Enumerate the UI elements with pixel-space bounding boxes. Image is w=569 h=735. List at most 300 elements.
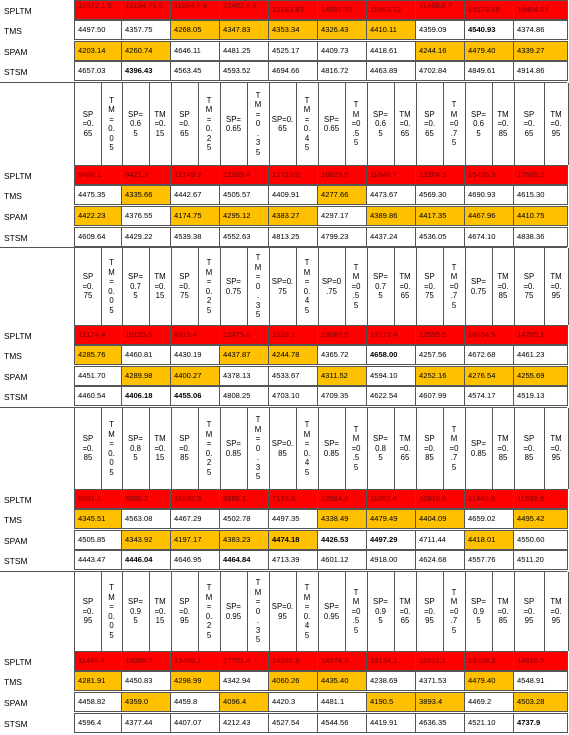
row-spltm xyxy=(0,489,567,509)
parameter-label: SP= 0.85 xyxy=(323,439,340,458)
value-cell: 4257.56 xyxy=(415,345,465,365)
parameter-label: TM =0. 95 xyxy=(550,272,562,301)
value-cell: 4244.78 xyxy=(268,345,318,365)
value-cell: 4281.91 xyxy=(74,671,122,691)
parameter-label: SP=0 .75 xyxy=(321,277,342,296)
value-cell: 4326.43 xyxy=(317,20,367,40)
row-label: SPLTM xyxy=(4,171,32,181)
value-cell: 4311.52 xyxy=(317,366,367,386)
parameter-label: SP =0. 85 xyxy=(178,434,191,463)
value-cell: 4569.30 xyxy=(415,185,465,205)
value-cell: 11440.9 xyxy=(464,489,514,509)
row-label: TMS xyxy=(4,515,22,525)
value-cell: 17685.0 xyxy=(513,165,568,185)
value-cell: 13273.4 xyxy=(366,325,416,345)
value-cell: 1529.1 xyxy=(268,325,318,345)
value-cell: 4540.93 xyxy=(464,20,514,40)
value-cell: 4255.69 xyxy=(513,366,568,386)
parameter-label: SP =0. 75 xyxy=(82,272,94,301)
row-label: STSM xyxy=(4,392,28,402)
row-label: STSM xyxy=(4,719,28,729)
header-spacer xyxy=(0,571,74,651)
value-cell: 4429.22 xyxy=(121,227,171,247)
parameter-label: T M =0 .7 5 xyxy=(449,262,459,310)
value-cell: 4450.83 xyxy=(121,671,171,691)
value-cell: 4406.18 xyxy=(121,386,171,406)
value-cell: 4238.69 xyxy=(366,671,416,691)
value-cell: 4461.23 xyxy=(513,345,568,365)
value-cell: 4838.36 xyxy=(513,227,568,247)
value-cell: 9591.1 xyxy=(74,489,122,509)
value-cell: 4609.64 xyxy=(74,227,122,247)
parameter-label: SP= 0.75 xyxy=(225,277,242,296)
parameter-label: TM =0. 15 xyxy=(154,109,166,138)
value-cell: 4533.67 xyxy=(268,366,318,386)
row-stsm xyxy=(0,227,567,247)
parameter-label: TM =0. 15 xyxy=(154,272,166,301)
header-spacer xyxy=(0,407,74,489)
value-cell: 4383.23 xyxy=(219,530,269,550)
parameter-label: T M =0 .7 5 xyxy=(449,100,459,148)
parameter-label: T M = 0. 0 5 xyxy=(108,95,115,152)
row-label: SPAM xyxy=(4,536,28,546)
value-cell: 4709.35 xyxy=(317,386,367,406)
value-cell: 4260.74 xyxy=(121,41,171,61)
header-spacer xyxy=(0,247,74,325)
value-cell: 12713.0 xyxy=(268,165,318,185)
parameter-label: T M = 0 . 3 5 xyxy=(254,90,262,157)
value-cell: 4544.56 xyxy=(317,713,367,733)
value-cell: 8421.3 xyxy=(121,165,171,185)
value-cell: 12402.6 8 xyxy=(219,0,269,20)
parameter-label: SP= 0.8 5 xyxy=(373,434,388,463)
value-cell: 9896.1 xyxy=(219,489,269,509)
value-cell: 4409.91 xyxy=(268,185,318,205)
value-cell: 4422.23 xyxy=(74,206,122,226)
parameter-label: SP=0. 65 xyxy=(271,114,294,133)
parameter-label: SP =0. 85 xyxy=(523,434,535,463)
value-cell: 10194.71 5 xyxy=(121,0,171,20)
row-spam xyxy=(0,530,567,550)
value-cell: 4442.67 xyxy=(170,185,220,205)
value-cell: 4353.34 xyxy=(268,20,318,40)
value-cell: 4557.76 xyxy=(464,550,514,570)
value-cell: 4277.66 xyxy=(317,185,367,205)
parameter-label: SP =0. 65 xyxy=(423,109,436,138)
value-cell: 12269.4 xyxy=(219,165,269,185)
value-cell: 18028.3 xyxy=(464,651,514,671)
value-cell: 4658.00 xyxy=(366,345,416,365)
row-label: SPAM xyxy=(4,212,28,222)
value-cell: 4463.89 xyxy=(366,61,416,81)
value-cell: 4174.75 xyxy=(170,206,220,226)
value-cell: 4636.35 xyxy=(415,713,465,733)
value-cell: 4563.45 xyxy=(170,61,220,81)
value-cell: 4479.40 xyxy=(464,671,514,691)
parameter-label: TM =0. 65 xyxy=(399,272,411,301)
value-cell: 4383.27 xyxy=(268,206,318,226)
parameter-label: SP= 0.95 xyxy=(323,602,340,621)
parameter-label: T M = 0 . 3 5 xyxy=(254,578,262,645)
value-cell: 8580.2 xyxy=(121,489,171,509)
value-cell: 10123.5 xyxy=(121,325,171,345)
value-cell: 4374.86 xyxy=(513,20,568,40)
parameter-label: T M =0 .7 5 xyxy=(449,587,459,635)
parameter-label: SP= 0.6 5 xyxy=(128,109,143,138)
parameter-label: SP= 0.8 5 xyxy=(128,434,143,463)
value-cell: 4474.18 xyxy=(268,530,318,550)
value-cell: 4552.63 xyxy=(219,227,269,247)
row-label: TMS xyxy=(4,677,22,687)
value-cell: 4694.66 xyxy=(268,61,318,81)
row-label: TMS xyxy=(4,351,22,361)
value-cell: 16834.5 xyxy=(464,325,514,345)
value-cell: 4404.09 xyxy=(415,509,465,529)
parameter-label: SP =0. 85 xyxy=(82,434,94,463)
row-label: STSM xyxy=(4,67,28,77)
parameter-label: T M =0 .5 5 xyxy=(351,587,361,635)
parameter-header-row xyxy=(74,571,567,651)
row-label: SPAM xyxy=(4,698,28,708)
value-cell: 4594.10 xyxy=(366,366,416,386)
value-cell: 4396.43 xyxy=(121,61,171,81)
value-cell: 13067.6 xyxy=(317,325,367,345)
value-cell: 4426.53 xyxy=(317,530,367,550)
value-cell: 12183.83 xyxy=(268,0,318,20)
parameter-label: SP= 0.7 5 xyxy=(128,272,143,301)
value-cell: 4455.06 xyxy=(170,386,220,406)
value-cell: 4521.10 xyxy=(464,713,514,733)
value-cell: 4505.85 xyxy=(74,530,122,550)
value-cell: 11884.6 8 xyxy=(170,0,220,20)
row-tms xyxy=(0,185,567,205)
value-cell: 4338.49 xyxy=(317,509,367,529)
parameter-label: SP= 0.6 5 xyxy=(373,109,388,138)
value-cell: 4808.25 xyxy=(219,386,269,406)
parameter-label: TM =0. 15 xyxy=(154,597,166,626)
value-cell: 11449.4 xyxy=(74,651,122,671)
parameter-label: T M =0 .7 5 xyxy=(449,424,459,472)
row-spltm xyxy=(0,165,567,185)
parameter-label: TM =0. 85 xyxy=(497,597,509,626)
value-cell: 4702.84 xyxy=(415,61,465,81)
row-spltm xyxy=(0,325,567,345)
value-cell: 4252.16 xyxy=(415,366,465,386)
parameter-label: T M = 0. 4 5 xyxy=(303,583,311,640)
parameter-label: TM =0. 65 xyxy=(399,597,411,626)
value-cell: 4460.54 xyxy=(74,386,122,406)
value-cell: 4574.17 xyxy=(464,386,514,406)
row-tms xyxy=(0,345,567,365)
parameter-label: SP=0. 75 xyxy=(271,277,294,296)
parameter-label: SP= 0.75 xyxy=(470,277,487,296)
value-cell: 4548.91 xyxy=(513,671,568,691)
value-cell: 4918.00 xyxy=(366,550,416,570)
row-stsm xyxy=(0,61,567,81)
value-cell: 4435.40 xyxy=(317,671,367,691)
parameter-header-row xyxy=(74,82,567,165)
value-cell: 4672.68 xyxy=(464,345,514,365)
row-tms xyxy=(0,671,567,691)
parameter-label: TM =0. 95 xyxy=(550,434,562,463)
value-cell: 4417.35 xyxy=(415,206,465,226)
parameter-label: SP =0. 95 xyxy=(82,597,94,626)
value-cell: 4285.76 xyxy=(74,345,122,365)
value-cell: 4342.94 xyxy=(219,671,269,691)
row-label: SPLTM xyxy=(4,331,32,341)
value-cell: 4276.54 xyxy=(464,366,514,386)
value-cell: 4410.11 xyxy=(366,20,416,40)
value-cell: 4659.02 xyxy=(464,509,514,529)
parameter-label: T M = 0. 2 5 xyxy=(205,583,213,640)
parameter-label: SP=0. 85 xyxy=(271,439,294,458)
parameter-label: T M = 0. 0 5 xyxy=(108,420,115,477)
value-cell: 4190.5 xyxy=(366,692,416,712)
row-tms xyxy=(0,20,567,40)
parameter-label: T M = 0. 2 5 xyxy=(205,95,213,152)
value-cell: 4646.95 xyxy=(170,550,220,570)
value-cell: 4737.9 xyxy=(513,713,568,733)
value-cell: 4409.73 xyxy=(317,41,367,61)
value-cell: 7158.5 xyxy=(268,489,318,509)
value-cell: 15179.55 xyxy=(464,0,514,20)
value-cell: 4420.3 xyxy=(268,692,318,712)
value-cell: 14597.93 xyxy=(317,0,367,20)
value-cell: 4446.04 xyxy=(121,550,171,570)
value-cell: 4343.92 xyxy=(121,530,171,550)
row-spam xyxy=(0,41,567,61)
value-cell: 4563.08 xyxy=(121,509,171,529)
value-cell: 12564.8 xyxy=(317,489,367,509)
parameter-label: SP= 0.85 xyxy=(470,439,487,458)
row-label: SPLTM xyxy=(4,495,32,505)
value-cell: 4646.11 xyxy=(170,41,220,61)
parameter-label: TM =0. 85 xyxy=(497,272,509,301)
parameter-label: SP =0. 95 xyxy=(523,597,535,626)
value-cell: 4497.50 xyxy=(74,20,122,40)
value-cell: 4505.57 xyxy=(219,185,269,205)
value-cell: 11468.8 7 xyxy=(415,0,465,20)
value-cell: 4289.98 xyxy=(121,366,171,386)
value-cell: 4389.86 xyxy=(366,206,416,226)
value-cell: 4536.05 xyxy=(415,227,465,247)
value-cell: 4459.8 xyxy=(170,692,220,712)
row-label: STSM xyxy=(4,233,28,243)
value-cell: 14910.5 xyxy=(513,651,568,671)
parameter-label: TM =0. 95 xyxy=(550,597,562,626)
value-cell: 4497.35 xyxy=(268,509,318,529)
value-cell: 11632.9 xyxy=(513,489,568,509)
value-cell: 11512.1 xyxy=(415,651,465,671)
value-cell: 4244.16 xyxy=(415,41,465,61)
value-cell: 4467.96 xyxy=(464,206,514,226)
parameter-label: T M = 0. 0 5 xyxy=(108,583,115,640)
value-cell: 4527.54 xyxy=(268,713,318,733)
value-cell: 4467.29 xyxy=(170,509,220,529)
value-cell: 4502.78 xyxy=(219,509,269,529)
parameter-label: TM =0. 85 xyxy=(497,434,509,463)
value-cell: 4359.09 xyxy=(415,20,465,40)
value-cell: 4525.17 xyxy=(268,41,318,61)
value-cell: 10832.5 xyxy=(170,489,220,509)
parameter-label: SP= 0.9 5 xyxy=(128,597,143,626)
value-cell: 14705.1 xyxy=(513,325,568,345)
parameter-label: TM =0. 85 xyxy=(497,109,509,138)
value-cell: 4365.72 xyxy=(317,345,367,365)
value-cell: 4371.53 xyxy=(415,671,465,691)
parameter-label: SP =0. 95 xyxy=(423,597,436,626)
parameter-label: SP= 0.65 xyxy=(225,114,242,133)
value-cell: 4615.30 xyxy=(513,185,568,205)
parameter-label: T M = 0. 4 5 xyxy=(303,258,311,315)
parameter-label: SP =0. 75 xyxy=(178,272,191,301)
parameter-label: SP =0. 75 xyxy=(423,272,436,301)
parameter-label: TM =0. 95 xyxy=(550,109,562,138)
parameter-label: T M = 0 . 3 5 xyxy=(254,253,262,320)
row-label: SPLTM xyxy=(4,657,32,667)
row-label: SPLTM xyxy=(4,6,32,16)
parameter-label: SP =0. 65 xyxy=(523,109,535,138)
value-cell: 4407.07 xyxy=(170,713,220,733)
value-cell: 10088.7 xyxy=(121,651,171,671)
row-stsm xyxy=(0,386,567,406)
value-cell: 4357.75 xyxy=(121,20,171,40)
value-cell: 4197.17 xyxy=(170,530,220,550)
value-cell: 4298.99 xyxy=(170,671,220,691)
parameter-label: SP =0. 75 xyxy=(523,272,535,301)
value-cell: 4376.55 xyxy=(121,206,171,226)
value-cell: 4813.25 xyxy=(268,227,318,247)
value-cell: 4297.17 xyxy=(317,206,367,226)
value-cell: 10916.6 xyxy=(415,489,465,509)
value-cell: 4497.29 xyxy=(366,530,416,550)
value-cell: 11646.7 xyxy=(366,165,416,185)
value-cell: 4268.05 xyxy=(170,20,220,40)
row-tms xyxy=(0,509,567,529)
row-spltm xyxy=(0,651,567,671)
parameter-label: SP =0. 65 xyxy=(82,109,94,138)
parameter-label: TM =0. 15 xyxy=(154,434,166,463)
value-cell: 11663.72 xyxy=(366,0,416,20)
value-cell: 4657.03 xyxy=(74,61,122,81)
value-cell: 4475.35 xyxy=(74,185,122,205)
value-cell: 4816.72 xyxy=(317,61,367,81)
parameter-label: T M =0 .5 5 xyxy=(351,424,361,472)
value-cell: 4473.67 xyxy=(366,185,416,205)
value-cell: 4443.47 xyxy=(74,550,122,570)
value-cell: 13204.9 xyxy=(415,165,465,185)
row-label: STSM xyxy=(4,556,28,566)
parameter-label: T M = 0. 2 5 xyxy=(205,258,213,315)
value-cell: 4713.39 xyxy=(268,550,318,570)
parameter-label: T M = 0. 2 5 xyxy=(205,420,213,477)
value-cell: 4458.82 xyxy=(74,692,122,712)
parameter-label: T M =0 .5 5 xyxy=(351,262,361,310)
value-cell: 15455.3 xyxy=(464,165,514,185)
value-cell: 4596.4 xyxy=(74,713,122,733)
value-cell: 4437.87 xyxy=(219,345,269,365)
parameter-label: SP =0. 95 xyxy=(178,597,191,626)
value-cell: 4624.68 xyxy=(415,550,465,570)
value-cell: 4400.27 xyxy=(170,366,220,386)
value-cell: 4495.42 xyxy=(513,509,568,529)
parameter-label: SP =0. 65 xyxy=(178,109,191,138)
row-stsm xyxy=(0,713,567,733)
value-cell: 4335.66 xyxy=(121,185,171,205)
value-cell: 4464.84 xyxy=(219,550,269,570)
value-cell: 4418.01 xyxy=(464,530,514,550)
value-cell: 4914.86 xyxy=(513,61,568,81)
value-cell: 4295.12 xyxy=(219,206,269,226)
value-cell: 4410.75 xyxy=(513,206,568,226)
value-cell: 4711.44 xyxy=(415,530,465,550)
value-cell: 11052.4 xyxy=(366,489,416,509)
row-label: TMS xyxy=(4,26,22,36)
row-spam xyxy=(0,366,567,386)
value-cell: 4377.44 xyxy=(121,713,171,733)
parameter-label: SP= 0.6 5 xyxy=(471,109,486,138)
value-cell: 12475.0 xyxy=(219,325,269,345)
parameter-label: SP =0. 85 xyxy=(423,434,436,463)
value-cell: 4622.54 xyxy=(366,386,416,406)
value-cell: 4469.2 xyxy=(464,692,514,712)
parameter-label: TM =0. 65 xyxy=(399,109,411,138)
parameter-label: T M = 0 . 3 5 xyxy=(254,415,262,482)
value-cell: 4511.20 xyxy=(513,550,568,570)
parameter-label: T M =0 .5 5 xyxy=(351,100,361,148)
value-cell: 4601.12 xyxy=(317,550,367,570)
value-cell: 10572.1 5 xyxy=(74,0,122,20)
value-cell: 4418.61 xyxy=(366,41,416,61)
parameter-label: T M = 0. 0 5 xyxy=(108,258,115,315)
value-cell: 12149.2 xyxy=(170,165,220,185)
value-cell: 4539.38 xyxy=(170,227,220,247)
value-cell: 4690.93 xyxy=(464,185,514,205)
value-cell: 4799.23 xyxy=(317,227,367,247)
row-label: SPAM xyxy=(4,47,28,57)
parameter-label: TM =0. 65 xyxy=(399,434,411,463)
row-label: TMS xyxy=(4,191,22,201)
value-cell: 4378.13 xyxy=(219,366,269,386)
value-cell: 4339.27 xyxy=(513,41,568,61)
value-cell: 13495.1 xyxy=(170,651,220,671)
value-cell: 4451.70 xyxy=(74,366,122,386)
parameter-label: SP= 0.95 xyxy=(225,602,242,621)
value-cell: 4481.1 xyxy=(317,692,367,712)
value-cell: 4345.51 xyxy=(74,509,122,529)
parameter-label: SP=0. 95 xyxy=(271,602,294,621)
value-cell: 4674.10 xyxy=(464,227,514,247)
value-cell: 4479.40 xyxy=(464,41,514,61)
value-cell: 4359.0 xyxy=(121,692,171,712)
value-cell: 4212.43 xyxy=(219,713,269,733)
value-cell: 12595.5 xyxy=(415,325,465,345)
row-spltm xyxy=(0,0,567,20)
header-spacer xyxy=(0,82,74,165)
parameter-label: SP= 0.85 xyxy=(225,439,242,458)
value-cell: 17701.4 xyxy=(219,651,269,671)
value-cell: 4419.91 xyxy=(366,713,416,733)
value-cell: 9486.1 xyxy=(74,165,122,185)
value-cell: 4096.4 xyxy=(219,692,269,712)
row-stsm xyxy=(0,550,567,570)
value-cell: 8315.4 xyxy=(170,325,220,345)
parameter-label: SP= 0.65 xyxy=(323,114,340,133)
parameter-label: SP= 0.7 5 xyxy=(373,272,388,301)
value-cell: 14291.9 xyxy=(268,651,318,671)
value-cell: 4607.99 xyxy=(415,386,465,406)
row-spam xyxy=(0,206,567,226)
